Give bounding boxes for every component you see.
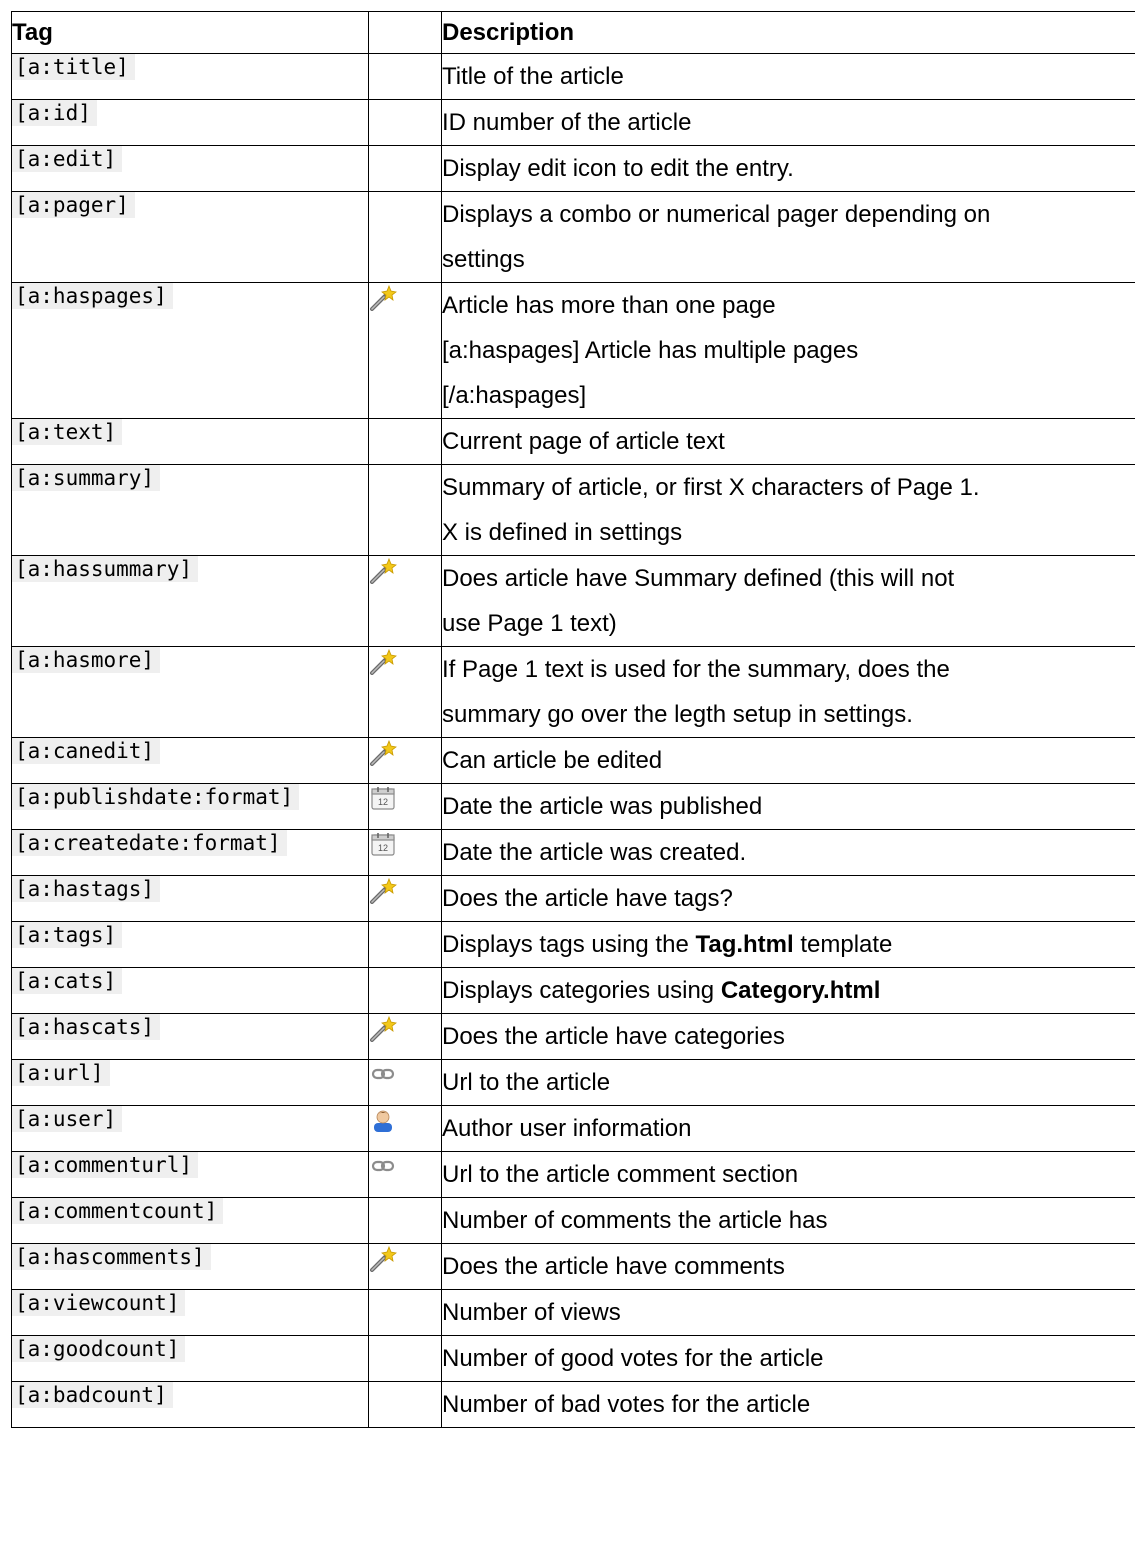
description-line — [442, 1014, 1135, 1059]
description-text: X is defined in settings — [442, 519, 683, 546]
description-line — [442, 192, 1135, 237]
description-text: Number of comments the article has — [442, 1207, 828, 1234]
description-text: Summary of article, or first X characters of Page 1. — [442, 474, 980, 501]
icon-cell — [369, 968, 442, 1014]
description-text: Can article be edited — [442, 747, 663, 774]
table-row — [12, 465, 1135, 556]
calendar-icon — [369, 784, 397, 812]
header-icon — [369, 12, 442, 54]
description-text: Date the article was published — [442, 793, 763, 820]
description-cell — [442, 968, 1135, 1014]
table-row — [12, 876, 1135, 922]
description-line — [442, 328, 1135, 373]
icon-cell — [369, 283, 442, 419]
magic-wand-icon — [369, 876, 397, 904]
tag-cell — [12, 465, 369, 556]
description-line — [442, 465, 1135, 510]
table-row — [12, 192, 1135, 283]
table-row — [12, 1382, 1135, 1428]
description-line — [442, 556, 1135, 601]
template-file-name: Tag.html — [695, 931, 794, 958]
magic-wand-icon — [369, 647, 397, 675]
table-row — [12, 1198, 1135, 1244]
table-row — [12, 100, 1135, 146]
tag-cell — [12, 1152, 369, 1198]
tag-cell — [12, 876, 369, 922]
description-cell — [442, 283, 1135, 419]
tag-code: [a:hascomments] — [12, 1244, 211, 1270]
description-cell — [442, 738, 1135, 784]
tag-code: [a:hascats] — [12, 1014, 160, 1040]
description-text: Article has more than one page — [442, 292, 776, 319]
tag-cell — [12, 146, 369, 192]
description-cell — [442, 784, 1135, 830]
tag-cell — [12, 1382, 369, 1428]
description-cell — [442, 556, 1135, 647]
icon-cell — [369, 1060, 442, 1106]
description-line — [442, 283, 1135, 328]
tag-cell — [12, 1060, 369, 1106]
tag-code: [a:tags] — [12, 922, 122, 948]
table-row — [12, 1336, 1135, 1382]
description-text: Does the article have categories — [442, 1023, 785, 1050]
tag-cell — [12, 1198, 369, 1244]
description-cell — [442, 419, 1135, 465]
description-line — [442, 1198, 1135, 1243]
icon-cell — [369, 830, 442, 876]
description-text: Number of views — [442, 1299, 621, 1326]
tag-cell — [12, 968, 369, 1014]
tag-cell — [12, 1290, 369, 1336]
tag-cell — [12, 556, 369, 647]
table-body — [12, 12, 1135, 1428]
tag-code: [a:user] — [12, 1106, 122, 1132]
tag-code: [a:viewcount] — [12, 1290, 185, 1316]
description-line — [442, 1382, 1135, 1427]
description-text: template — [793, 931, 893, 958]
description-cell — [442, 1152, 1135, 1198]
table-row — [12, 738, 1135, 784]
magic-wand-icon — [369, 1014, 397, 1042]
tag-cell — [12, 784, 369, 830]
description-line — [442, 647, 1135, 692]
header-description: Description — [442, 12, 1135, 54]
magic-wand-icon — [369, 283, 397, 311]
tag-code: [a:publishdate:format] — [12, 784, 299, 810]
description-line — [442, 1336, 1135, 1381]
tag-reference-table — [11, 11, 1135, 1428]
user-icon — [369, 1106, 397, 1134]
description-text: Does article have Summary defined (this will not — [442, 565, 955, 592]
tag-cell — [12, 192, 369, 283]
description-cell — [442, 1382, 1135, 1428]
description-line — [442, 54, 1135, 99]
icon-cell — [369, 1198, 442, 1244]
tag-code: [a:hastags] — [12, 876, 160, 902]
icon-cell — [369, 1290, 442, 1336]
tag-cell — [12, 54, 369, 100]
description-cell — [442, 647, 1135, 738]
tag-code: [a:id] — [12, 100, 97, 126]
table-row — [12, 1106, 1135, 1152]
description-cell — [442, 1198, 1135, 1244]
tag-code: [a:cats] — [12, 968, 122, 994]
description-text: [/a:haspages] — [442, 382, 587, 409]
tag-code: [a:url] — [12, 1060, 110, 1086]
description-text: Displays categories using — [442, 977, 721, 1004]
icon-cell — [369, 1152, 442, 1198]
tag-code: [a:pager] — [12, 192, 135, 218]
tag-cell — [12, 1106, 369, 1152]
tag-code: [a:hassummary] — [12, 556, 198, 582]
description-cell — [442, 465, 1135, 556]
tag-code: [a:summary] — [12, 465, 160, 491]
icon-cell — [369, 1336, 442, 1382]
tag-cell — [12, 647, 369, 738]
description-text: Displays a combo or numerical pager depending on — [442, 201, 991, 228]
description-cell — [442, 1060, 1135, 1106]
description-text: Does the article have comments — [442, 1253, 785, 1280]
table-row — [12, 556, 1135, 647]
description-line — [442, 100, 1135, 145]
description-text: Displays tags using the — [442, 931, 696, 958]
description-cell — [442, 146, 1135, 192]
header-tag: Tag — [12, 12, 369, 54]
description-line — [442, 373, 1135, 418]
description-text: ID number of the article — [442, 109, 692, 136]
description-cell — [442, 1336, 1135, 1382]
description-line — [442, 1060, 1135, 1105]
description-line — [442, 968, 1135, 1013]
description-text: Author user information — [442, 1115, 692, 1142]
description-text: Url to the article comment section — [442, 1161, 799, 1188]
description-line — [442, 510, 1135, 555]
tag-cell — [12, 1336, 369, 1382]
table-row — [12, 830, 1135, 876]
tag-code: [a:hasmore] — [12, 647, 160, 673]
table-row — [12, 1290, 1135, 1336]
tag-code: [a:goodcount] — [12, 1336, 185, 1362]
template-file-name: Category.html — [720, 977, 881, 1004]
description-cell — [442, 830, 1135, 876]
description-cell — [442, 192, 1135, 283]
description-text: Date the article was created. — [442, 839, 747, 866]
description-line — [442, 146, 1135, 191]
icon-cell — [369, 146, 442, 192]
description-line — [442, 1152, 1135, 1197]
description-cell — [442, 922, 1135, 968]
description-text: Current page of article text — [442, 428, 725, 455]
link-icon — [369, 1060, 397, 1088]
tag-code: [a:haspages] — [12, 283, 173, 309]
icon-cell — [369, 1106, 442, 1152]
description-line — [442, 1106, 1135, 1151]
description-line — [442, 692, 1135, 737]
link-icon — [369, 1152, 397, 1180]
tag-code: [a:edit] — [12, 146, 122, 172]
description-cell — [442, 1014, 1135, 1060]
description-text: summary go over the legth setup in settings. — [442, 701, 913, 728]
description-line — [442, 1290, 1135, 1335]
table-row — [12, 784, 1135, 830]
table-row — [12, 1060, 1135, 1106]
description-line — [442, 830, 1135, 875]
description-text: Url to the article — [442, 1069, 611, 1096]
icon-cell — [369, 876, 442, 922]
description-line — [442, 237, 1135, 282]
description-line — [442, 876, 1135, 921]
description-line — [442, 738, 1135, 783]
table-row — [12, 283, 1135, 419]
table-row — [12, 1014, 1135, 1060]
icon-cell — [369, 465, 442, 556]
icon-cell — [369, 556, 442, 647]
description-text: Does the article have tags? — [442, 885, 733, 912]
icon-cell — [369, 54, 442, 100]
description-text: use Page 1 text) — [442, 610, 617, 637]
magic-wand-icon — [369, 556, 397, 584]
table-row — [12, 146, 1135, 192]
description-cell — [442, 876, 1135, 922]
tag-code: [a:text] — [12, 419, 122, 445]
description-line — [442, 419, 1135, 464]
tag-cell — [12, 283, 369, 419]
description-text: settings — [442, 246, 525, 273]
icon-cell — [369, 1014, 442, 1060]
table-row — [12, 1152, 1135, 1198]
description-cell — [442, 1290, 1135, 1336]
icon-cell — [369, 922, 442, 968]
description-text: Number of bad votes for the article — [442, 1391, 811, 1418]
description-cell — [442, 1106, 1135, 1152]
table-row — [12, 54, 1135, 100]
icon-cell — [369, 1244, 442, 1290]
table-row — [12, 647, 1135, 738]
tag-code: [a:commentcount] — [12, 1198, 223, 1224]
calendar-day-label: 12 — [377, 843, 389, 853]
icon-cell — [369, 192, 442, 283]
description-text: Number of good votes for the article — [442, 1345, 824, 1372]
tag-cell — [12, 922, 369, 968]
tag-code: [a:title] — [12, 54, 135, 80]
table-row — [12, 922, 1135, 968]
tag-cell — [12, 1244, 369, 1290]
description-text: Title of the article — [442, 63, 624, 90]
description-cell — [442, 100, 1135, 146]
tag-code: [a:commenturl] — [12, 1152, 198, 1178]
description-line — [442, 601, 1135, 646]
icon-cell — [369, 100, 442, 146]
description-line — [442, 784, 1135, 829]
description-text: [a:haspages] Article has multiple pages — [442, 337, 859, 364]
calendar-day-label: 12 — [377, 797, 389, 807]
table-row — [12, 968, 1135, 1014]
tag-code: [a:badcount] — [12, 1382, 173, 1408]
magic-wand-icon — [369, 738, 397, 766]
icon-cell — [369, 738, 442, 784]
tag-cell — [12, 738, 369, 784]
table-row — [12, 419, 1135, 465]
tag-code: [a:canedit] — [12, 738, 160, 764]
tag-code: [a:createdate:format] — [12, 830, 287, 856]
magic-wand-icon — [369, 1244, 397, 1272]
header-row — [12, 12, 1135, 54]
tag-cell — [12, 100, 369, 146]
description-line — [442, 1244, 1135, 1289]
tag-cell — [12, 1014, 369, 1060]
tag-cell — [12, 419, 369, 465]
icon-cell — [369, 647, 442, 738]
description-line — [442, 922, 1135, 967]
calendar-icon — [369, 830, 397, 858]
tag-cell — [12, 830, 369, 876]
icon-cell — [369, 419, 442, 465]
description-cell — [442, 54, 1135, 100]
description-text: If Page 1 text is used for the summary, does the — [442, 656, 950, 683]
icon-cell — [369, 784, 442, 830]
description-text: Display edit icon to edit the entry. — [442, 155, 794, 182]
table-row — [12, 1244, 1135, 1290]
description-cell — [442, 1244, 1135, 1290]
icon-cell — [369, 1382, 442, 1428]
